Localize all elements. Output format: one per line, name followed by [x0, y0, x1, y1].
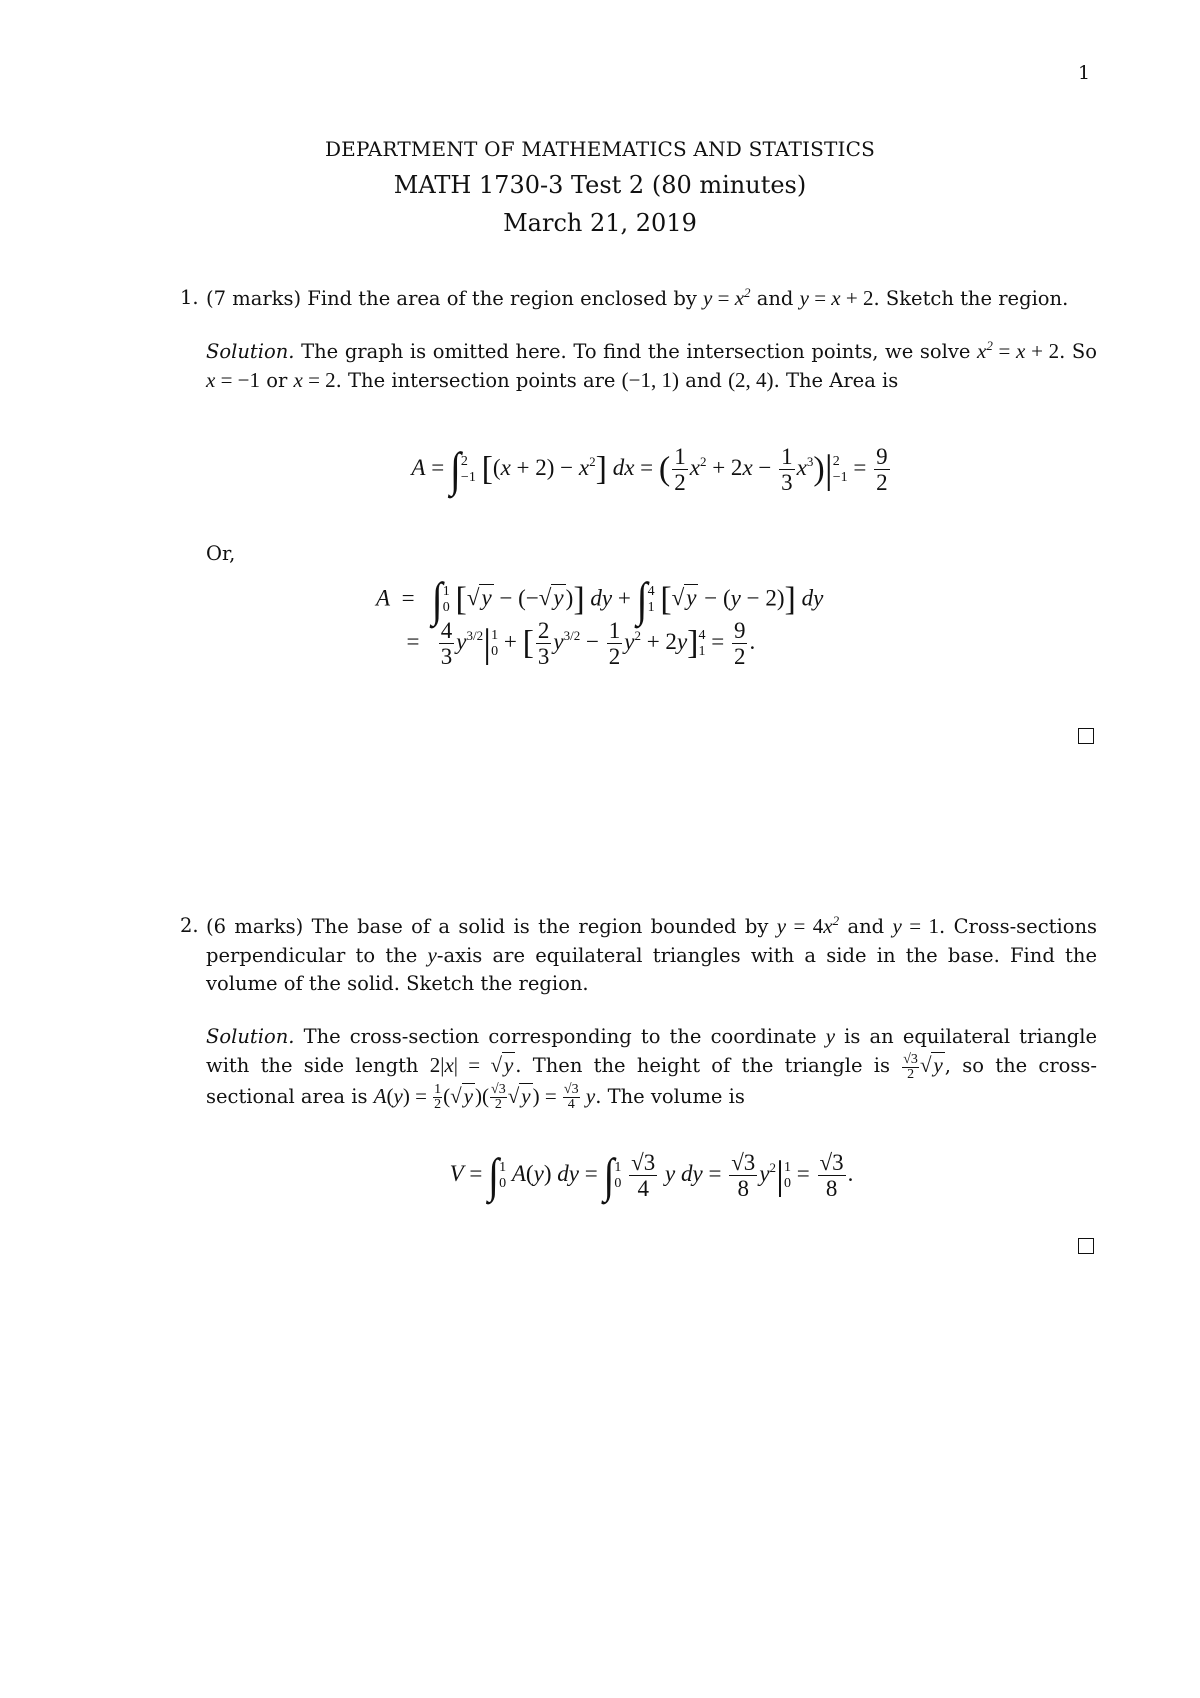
qed-box	[1078, 728, 1094, 744]
solution-paragraph: Solution. The graph is omitted here. To find the intersection points, we solve $x^2 = x + 2$. So x = −1 or x = 2. The intersection points are (−1, 1) and (2, 4). The Area is	[206, 338, 1097, 392]
solution-paragraph: Solution. The cross-section corresponding to the coordinate y is an equilateral triangle with the side length 2|x| = √y . Then the height of the triangle is $\frac{√3}{2}$ √y , so the cross-sectional area is A(y) = $\frac{1}{2}$ (√y)( $\frac{√3}{2}$ √y) = $\frac{√3}{4}$ y. The volume is	[206, 1024, 1098, 1113]
or-label: Or,	[206, 542, 236, 565]
problem-number: 2.	[180, 914, 199, 937]
problem-statement: (6 marks) The base of a solid is the region bounded by $y = 4x^2$ and y = 1. Cross-sections perpendicular to the y-axis are equilateral triangles with a side in the base. Find the volume of the solid. Sketch the region.	[206, 913, 1098, 995]
volume-equation: V = ∫ 1 0 A(y) dy = ∫ 1 0 $\frac{√3}{4}$ y dy = $\frac{√3}{8}$ $y^2|$ 1 0 = $\frac{√3}{8}$ .	[449, 1147, 854, 1202]
department-title: DEPARTMENT OF MATHEMATICS AND STATISTICS	[324, 137, 876, 161]
problem-2	[180, 912, 1098, 1202]
document-header	[0, 137, 1200, 237]
solution-label: Solution.	[206, 1025, 295, 1048]
math-inline: $y = x^2$	[703, 285, 751, 310]
problem-number: 1.	[180, 286, 199, 309]
course-title: MATH 1730-3 Test 2 (80 minutes)	[393, 171, 807, 199]
qed-box	[1078, 1238, 1094, 1254]
test-date: March 21, 2019	[503, 209, 697, 237]
math-inline: y = x + 2	[799, 286, 874, 310]
problem-1	[180, 284, 1097, 669]
area-equation-1: A = ∫ 2 −1 $[(x + 2) - x^2]$ dx = ( $\frac{1}{2}$ $x^2 + 2x$ − $\frac{1}{3}$ $x^3)|$ 2 −1 = $\frac{9}{2}$	[411, 441, 888, 496]
solution-label: Solution.	[206, 340, 295, 363]
problem-statement: (7 marks) Find the area of the region enclosed by $y = x^2$ and y = x + 2. Sketch the region.	[206, 285, 1069, 310]
page-number: 1	[1078, 62, 1091, 84]
area-equation-2: A = ∫ 1 0 [√y − (−√y)] dy + ∫ 4 1 [√y − (y − 2)] dy = $\frac{4}{3}$ $y^{3/2}|$ 1 0 + [ $\frac{2}{3}$ $y^{3/2}$ − $\frac{1}{2}$ $y^2 + 2y$] 4 1 = $\frac{9}{2}$ .	[376, 572, 824, 669]
